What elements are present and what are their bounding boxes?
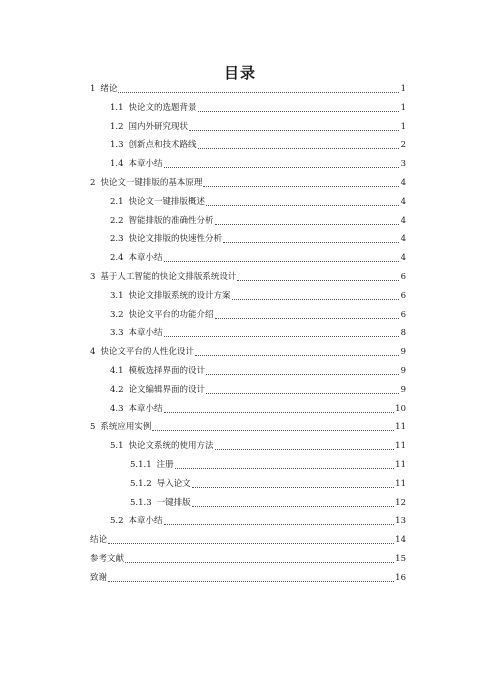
toc-entry[interactable] [110, 159, 406, 170]
toc-entry-number: 3 [90, 272, 96, 282]
toc-entry[interactable] [110, 216, 406, 227]
toc-entry[interactable] [90, 347, 406, 358]
toc-entry[interactable] [110, 140, 406, 151]
dot-leader [195, 355, 399, 356]
toc-entry-number: 1 [90, 84, 96, 94]
dot-leader [232, 299, 399, 300]
toc-entry-title: 参考文献 [90, 554, 125, 564]
toc-entry-number: 3.1 [110, 290, 124, 301]
toc-entry[interactable] [110, 404, 406, 415]
dot-leader [198, 148, 399, 149]
toc-entry[interactable] [130, 460, 406, 471]
dot-leader [108, 543, 394, 544]
toc-entry-number: 1.2 [110, 121, 124, 132]
toc-entry-title: 论文编辑界面的设计 [128, 384, 206, 395]
toc-entry-title: 本章小结 [128, 516, 163, 527]
toc-entry-page-number: 11 [395, 460, 406, 470]
toc-entry-page-number: 10 [395, 403, 406, 414]
toc-entry-page-number: 11 [395, 478, 406, 489]
toc-entry-number: 2.3 [110, 234, 124, 245]
dot-leader [215, 449, 395, 450]
toc-entry-number: 5.1.3 [130, 497, 152, 508]
dot-leader [192, 506, 395, 507]
toc-entry[interactable] [130, 498, 406, 509]
toc-entry-number: 4.3 [110, 403, 124, 414]
toc-entry[interactable] [110, 197, 406, 208]
toc-entry-title: 致谢 [90, 572, 108, 583]
dot-leader [164, 412, 395, 413]
toc-entry-title: 快论文排版系统的设计方案 [128, 290, 231, 301]
toc-entry-page-number: 11 [395, 441, 406, 452]
dot-leader [215, 318, 399, 319]
toc-entry[interactable] [110, 122, 406, 133]
toc-entry-number: 4.1 [110, 366, 124, 376]
toc-entry-page-number: 2 [400, 140, 406, 151]
toc-entry-title: 基于人工智能的快论文排版系统设计 [100, 272, 237, 282]
toc-entry-number: 5.1.1 [130, 460, 152, 470]
toc-entry-page-number: 11 [395, 422, 406, 433]
toc-entry[interactable] [90, 573, 406, 584]
toc-entry-page-number: 15 [395, 554, 406, 564]
toc-entry-title: 快论文的选题背景 [128, 102, 197, 113]
toc-entry-number: 5.2 [110, 516, 124, 527]
toc-entry-title: 智能排版的准确性分析 [128, 215, 214, 226]
toc-entry-title: 快论文排版的快速性分析 [128, 234, 223, 245]
toc-entry[interactable] [90, 84, 406, 95]
toc-entry-title: 导入论文 [156, 478, 191, 489]
toc-entry[interactable] [110, 441, 406, 452]
toc-entry-page-number: 3 [400, 159, 406, 170]
toc-entry-title: 一键排版 [156, 497, 191, 508]
toc-entry-title: 结论 [90, 535, 108, 546]
dot-leader [192, 487, 395, 488]
toc-entry-number: 5 [90, 422, 96, 433]
toc-entry-page-number: 4 [400, 253, 406, 264]
toc-entry-number: 1.1 [110, 102, 124, 113]
toc-entry-title: 快论文一键排版概述 [128, 196, 206, 207]
toc-entry[interactable] [110, 366, 406, 377]
toc-entry[interactable] [110, 310, 406, 321]
dot-leader [164, 524, 395, 525]
toc-entry-title: 本章小结 [128, 328, 163, 339]
toc-entry-title: 快论文平台的功能介绍 [128, 309, 214, 320]
dot-leader [164, 167, 399, 168]
toc-entry[interactable] [90, 178, 406, 189]
toc-entry-number: 2.4 [110, 253, 124, 264]
dot-leader [125, 562, 394, 563]
toc-entry[interactable] [90, 422, 406, 433]
toc-entry-number: 4.2 [110, 384, 124, 395]
toc-entry-title: 快论文平台的人性化设计 [100, 347, 194, 358]
toc-entry-title: 创新点和技术路线 [128, 140, 197, 151]
toc-entry-number: 3.2 [110, 309, 124, 320]
toc-entry-page-number: 14 [395, 535, 406, 546]
toc-entry-page-number: 13 [395, 516, 406, 527]
toc-entry[interactable] [110, 234, 406, 245]
dot-leader [203, 186, 399, 187]
toc-entry-title: 系统应用实例 [100, 422, 152, 433]
page-title: 目录 [223, 64, 256, 82]
toc-entry-title: 快论文系统的使用方法 [128, 441, 214, 452]
toc-entry-page-number: 12 [395, 497, 406, 508]
toc-entry-title: 注册 [156, 460, 174, 470]
dot-leader [164, 261, 399, 262]
toc-entry-title: 快论文一键排版的基本原理 [100, 178, 203, 188]
dot-leader [237, 280, 399, 281]
toc-entry-number: 4 [90, 347, 96, 358]
toc-entry-number: 2 [90, 178, 96, 188]
dot-leader [152, 430, 394, 431]
dot-leader [108, 581, 394, 582]
toc-entry-page-number: 9 [400, 384, 406, 395]
toc-entry-page-number: 1 [400, 84, 406, 94]
dot-leader [206, 374, 399, 375]
toc-entry-page-number: 6 [400, 272, 406, 282]
toc-entry-page-number: 4 [400, 196, 406, 207]
toc-entry-page-number: 1 [400, 102, 406, 113]
dot-leader [175, 468, 395, 469]
toc-entry-page-number: 16 [395, 572, 406, 583]
toc-entry-page-number: 8 [400, 328, 406, 339]
toc-entry-page-number: 9 [400, 347, 406, 358]
toc-entry-number: 2.2 [110, 215, 124, 226]
toc-entry-title: 国内外研究现状 [128, 121, 189, 132]
dot-leader [198, 111, 399, 112]
toc-entry-page-number: 6 [400, 309, 406, 320]
toc-entry[interactable] [110, 291, 406, 302]
toc-entry-page-number: 4 [400, 215, 406, 226]
toc-entry[interactable] [110, 385, 406, 396]
dot-leader [189, 130, 399, 131]
toc-entry[interactable] [110, 103, 406, 114]
toc-entry[interactable] [90, 554, 406, 565]
toc-entry-title: 本章小结 [128, 253, 163, 264]
dot-leader [206, 393, 399, 394]
toc-entry-title: 本章小结 [128, 403, 163, 414]
toc-entry-number: 1.3 [110, 140, 124, 151]
toc-entry[interactable] [110, 516, 406, 527]
toc-entry-title: 本章小结 [128, 159, 163, 170]
toc-entry-page-number: 1 [400, 121, 406, 132]
toc-entry[interactable] [110, 328, 406, 339]
toc-entry-number: 5.1 [110, 441, 124, 452]
dot-leader [215, 224, 399, 225]
toc-entry-number: 1.4 [110, 159, 124, 170]
toc-entry-number: 5.1.2 [130, 478, 152, 489]
toc-entry[interactable] [90, 272, 406, 283]
dot-leader [206, 205, 399, 206]
toc-entry[interactable] [130, 479, 406, 490]
toc-entry-page-number: 6 [400, 290, 406, 301]
dot-leader [164, 336, 399, 337]
toc-entry[interactable] [110, 253, 406, 264]
toc-entry-title: 绪论 [100, 84, 118, 94]
toc-entry-title: 模板选择界面的设计 [128, 366, 206, 376]
toc-entry[interactable] [90, 535, 406, 546]
toc-entry-page-number: 4 [400, 178, 406, 188]
toc-entry-number: 3.3 [110, 328, 124, 339]
toc-entry-page-number: 4 [400, 234, 406, 245]
toc-entry-number: 2.1 [110, 196, 124, 207]
dot-leader [223, 242, 399, 243]
toc-entry-page-number: 9 [400, 366, 406, 376]
dot-leader [118, 92, 399, 93]
